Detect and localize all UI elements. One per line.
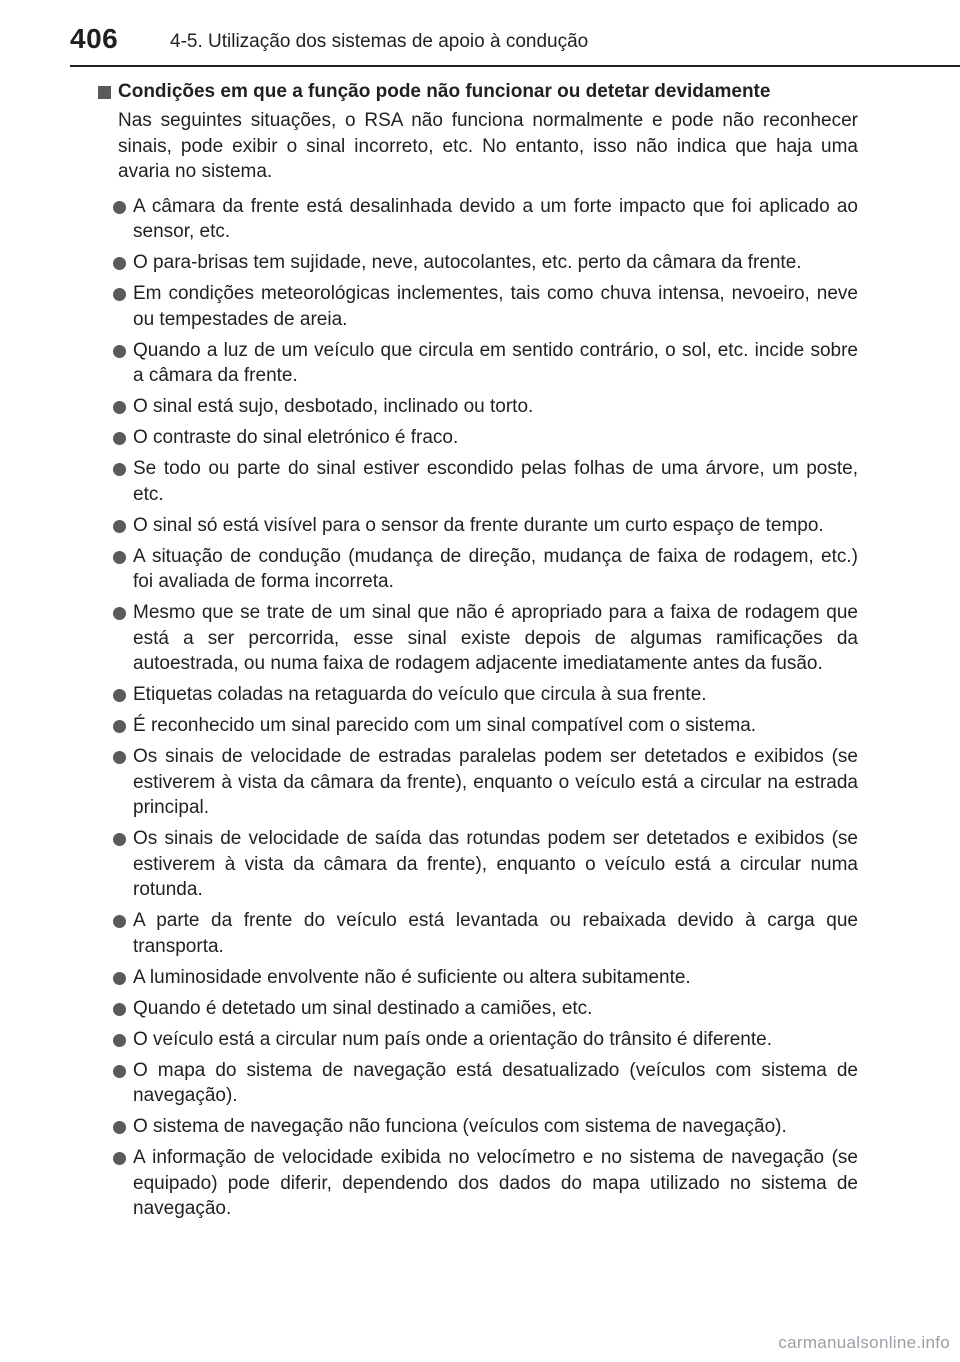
list-item-text: Se todo ou parte do sinal estiver escondido pelas folhas de uma árvore, um poste, etc. bbox=[133, 458, 858, 505]
round-bullet-icon bbox=[113, 1152, 126, 1165]
list-item bbox=[133, 394, 858, 420]
list-item bbox=[133, 908, 858, 959]
list-item-text: O para-brisas tem sujidade, neve, autocolantes, etc. perto da câmara da frente. bbox=[133, 252, 802, 273]
round-bullet-icon bbox=[113, 833, 126, 846]
intro-paragraph: Nas seguintes situações, o RSA não funciona normalmente e pode não reconhecer sinais, pode exibir o sinal incorreto, etc. No entanto, isso não indica que haja uma avaria no sistema. bbox=[118, 110, 858, 182]
list-item-text: Quando é detetado um sinal destinado a camiões, etc. bbox=[133, 997, 593, 1019]
round-bullet-icon bbox=[113, 1121, 126, 1134]
list-item bbox=[133, 600, 858, 677]
round-bullet-icon bbox=[113, 751, 126, 764]
round-bullet-icon bbox=[113, 345, 126, 358]
round-bullet-icon bbox=[113, 1034, 126, 1047]
list-item bbox=[133, 250, 858, 276]
list-item-text: Quando a luz de um veículo que circula em sentido contrário, o sol, etc. incide sobre a câmara da frente. bbox=[133, 339, 858, 386]
list-item-text: A situação de condução (mudança de direção, mudança de faixa de rodagem, etc.) foi avaliada de forma incorreta. bbox=[133, 545, 858, 592]
round-bullet-icon bbox=[113, 432, 126, 445]
list-item-text: A luminosidade envolvente não é suficiente ou altera subitamente. bbox=[133, 966, 691, 988]
list-item bbox=[133, 996, 858, 1022]
round-bullet-icon bbox=[113, 520, 126, 533]
list-item bbox=[133, 826, 858, 903]
list-item bbox=[133, 965, 858, 991]
list-item-text: A parte da frente do veículo está levantada ou rebaixada devido à carga que transporta. bbox=[133, 910, 858, 957]
list-item bbox=[133, 1027, 858, 1053]
list-item bbox=[133, 682, 858, 708]
page-content bbox=[0, 78, 960, 1227]
list-item-text: O sinal só está visível para o sensor da frente durante um curto espaço de tempo. bbox=[133, 514, 824, 536]
list-item-text: A câmara da frente está desalinhada devido a um forte impacto que foi aplicado ao sensor, etc. bbox=[133, 195, 858, 242]
list-item bbox=[133, 338, 858, 389]
round-bullet-icon bbox=[113, 463, 126, 476]
list-item-text: Em condições meteorológicas inclementes, tais como chuva intensa, nevoeiro, neve ou tempestades de areia. bbox=[133, 283, 858, 330]
list-item-text: O contraste do sinal eletrónico é fraco. bbox=[133, 427, 459, 448]
list-item bbox=[133, 744, 858, 821]
list-item bbox=[133, 1145, 858, 1222]
round-bullet-icon bbox=[113, 288, 126, 301]
list-item-text: É reconhecido um sinal parecido com um sinal compatível com o sistema. bbox=[133, 715, 757, 736]
round-bullet-icon bbox=[113, 401, 126, 414]
list-item bbox=[133, 456, 858, 507]
list-item-text: Mesmo que se trate de um sinal que não é apropriado para a faixa de rodagem que está a ser percorrida, esse sinal existe depois de algumas ramificações da autoestrada, ou numa faixa de rodagem adjacente imediatamente antes da fusão. bbox=[133, 602, 858, 674]
list-item-text: Etiquetas coladas na retaguarda do veículo que circula à sua frente. bbox=[133, 684, 707, 705]
round-bullet-icon bbox=[113, 551, 126, 564]
list-item bbox=[133, 544, 858, 595]
section-title: 4-5. Utilização dos sistemas de apoio à condução bbox=[170, 31, 589, 52]
list-item bbox=[133, 513, 858, 539]
list-item-text: O mapa do sistema de navegação está desatualizado (veículos com sistema de navegação). bbox=[133, 1059, 858, 1106]
list-item bbox=[133, 425, 858, 451]
round-bullet-icon bbox=[113, 607, 126, 620]
list-item-text: O sinal está sujo, desbotado, inclinado ou torto. bbox=[133, 396, 534, 417]
list-item bbox=[133, 194, 858, 245]
round-bullet-icon bbox=[113, 915, 126, 928]
list-item bbox=[133, 1058, 858, 1109]
page-header bbox=[70, 22, 960, 64]
condition-list bbox=[0, 194, 960, 1222]
list-item bbox=[133, 1114, 858, 1140]
round-bullet-icon bbox=[113, 257, 126, 270]
list-item-text: A informação de velocidade exibida no velocímetro e no sistema de navegação (se equipado) pode diferir, dependendo dos dados do mapa utilizado no sistema de navegação. bbox=[133, 1147, 858, 1219]
list-item-text: O veículo está a circular num país onde a orientação do trânsito é diferente. bbox=[133, 1028, 772, 1050]
section-heading bbox=[98, 78, 880, 106]
round-bullet-icon bbox=[113, 1065, 126, 1078]
page-number: 406 bbox=[70, 23, 119, 54]
site-watermark: carmanualsonline.info bbox=[778, 1333, 950, 1352]
list-item-text: Os sinais de velocidade de saída das rotundas podem ser detetados e exibidos (se estiverem à vista da câmara da frente), enquanto o veículo está a circular numa rotunda. bbox=[133, 828, 858, 900]
section-heading-text: Condições em que a função pode não funcionar ou detetar devidamente bbox=[118, 81, 771, 102]
header-divider bbox=[70, 65, 960, 67]
round-bullet-icon bbox=[113, 689, 126, 702]
square-bullet-icon bbox=[98, 86, 111, 99]
list-item-text: Os sinais de velocidade de estradas paralelas podem ser detetados e exibidos (se estiverem à vista da câmara da frente), enquanto o veículo está a circular na estrada principal. bbox=[133, 746, 858, 818]
round-bullet-icon bbox=[113, 972, 126, 985]
list-item bbox=[133, 713, 858, 739]
list-item bbox=[133, 281, 858, 332]
list-item-text: O sistema de navegação não funciona (veículos com sistema de navegação). bbox=[133, 1116, 787, 1137]
round-bullet-icon bbox=[113, 720, 126, 733]
round-bullet-icon bbox=[113, 1003, 126, 1016]
round-bullet-icon bbox=[113, 201, 126, 214]
